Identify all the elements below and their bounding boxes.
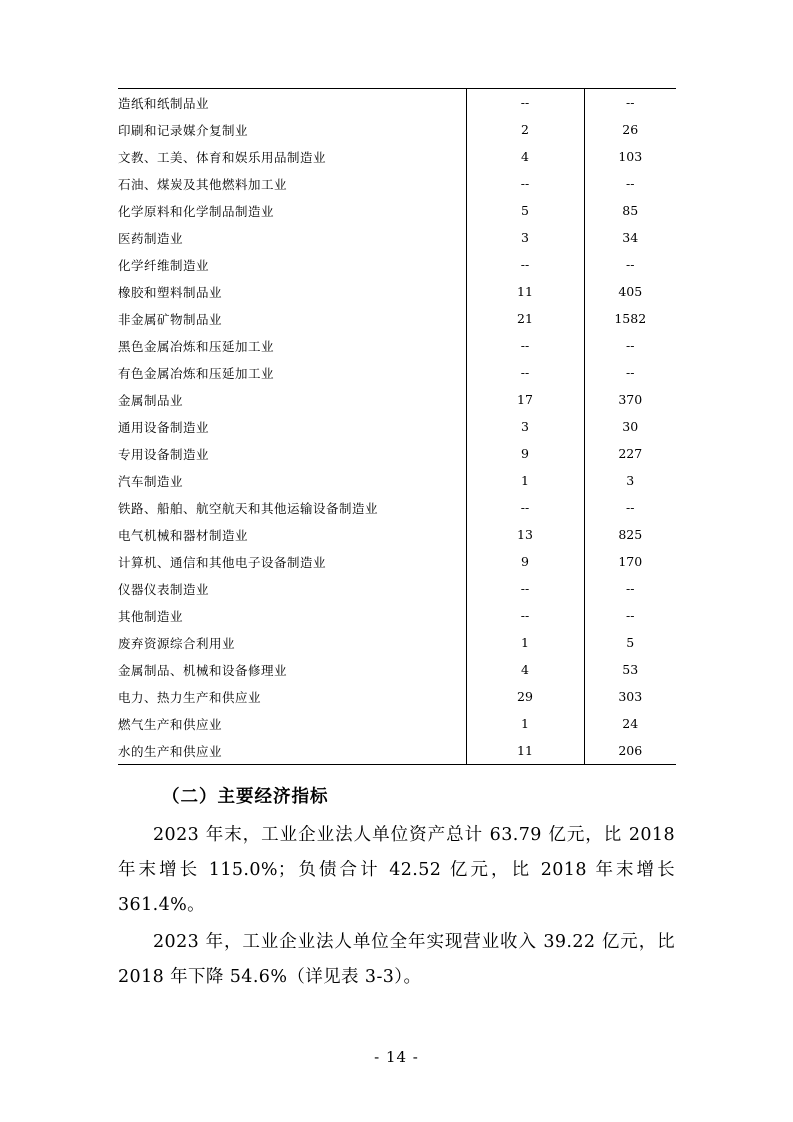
table-row [118, 332, 676, 359]
paragraph-revenue: 2023 年，工业企业法人单位全年实现营业收入 39.22 亿元，比 2018 年下降 54.6%（详见表 3-3）。 [118, 932, 675, 987]
industry-name: 电力、热力生产和供应业 [118, 689, 262, 705]
industry-name: 医药制造业 [118, 230, 184, 246]
industry-name: 有色金属冶炼和压延加工业 [118, 365, 275, 381]
employee-count: 170 [584, 548, 676, 575]
employee-count: 85 [584, 197, 676, 224]
unit-count: 4 [466, 143, 584, 170]
industry-name: 通用设备制造业 [118, 419, 210, 435]
table-row [118, 467, 676, 494]
employee-count: 825 [584, 521, 676, 548]
employee-count: -- [584, 251, 676, 278]
industry-name: 文教、工美、体育和娱乐用品制造业 [118, 149, 327, 165]
table-row [118, 386, 676, 413]
page-number: - 14 - [374, 1048, 419, 1066]
unit-count: 3 [466, 413, 584, 440]
employee-count: -- [584, 602, 676, 629]
industry-name: 水的生产和供应业 [118, 737, 466, 765]
employee-count: 53 [584, 656, 676, 683]
industry-name: 金属制品、机械和设备修理业 [118, 662, 288, 678]
table-row [118, 305, 676, 332]
employee-count: -- [584, 359, 676, 386]
industry-name: 燃气生产和供应业 [118, 716, 223, 732]
industry-name: 废弃资源综合利用业 [118, 635, 236, 651]
unit-count: 11 [466, 278, 584, 305]
industry-name: 造纸和纸制品业 [118, 89, 466, 117]
table-row [118, 575, 676, 602]
industry-name: 专用设备制造业 [118, 446, 210, 462]
table-row [118, 737, 676, 765]
unit-count: 1 [466, 467, 584, 494]
unit-count: 13 [466, 521, 584, 548]
table-row [118, 440, 676, 467]
employee-count: 303 [584, 683, 676, 710]
employee-count: 5 [584, 629, 676, 656]
employee-count: -- [584, 89, 676, 117]
section-heading: （二）主要经济指标 [162, 787, 329, 807]
industry-name: 石油、煤炭及其他燃料加工业 [118, 176, 288, 192]
employee-count: -- [584, 332, 676, 359]
unit-count: -- [466, 332, 584, 359]
table-row [118, 278, 676, 305]
unit-count: -- [466, 89, 584, 117]
unit-count: 21 [466, 305, 584, 332]
unit-count: -- [466, 251, 584, 278]
unit-count: -- [466, 575, 584, 602]
table-row [118, 413, 676, 440]
unit-count: -- [466, 170, 584, 197]
employee-count: 30 [584, 413, 676, 440]
employee-count: -- [584, 170, 676, 197]
unit-count: 4 [466, 656, 584, 683]
unit-count: 17 [466, 386, 584, 413]
industry-name: 印刷和记录媒介复制业 [118, 122, 249, 138]
table-row [118, 359, 676, 386]
unit-count: 1 [466, 629, 584, 656]
employee-count: -- [584, 575, 676, 602]
table-row [118, 494, 676, 521]
employee-count: 26 [584, 116, 676, 143]
unit-count: 3 [466, 224, 584, 251]
employee-count: 103 [584, 143, 676, 170]
unit-count: 5 [466, 197, 584, 224]
table-row [118, 548, 676, 575]
table-row [118, 602, 676, 629]
employee-count: 3 [584, 467, 676, 494]
table-row [118, 656, 676, 683]
industry-name: 计算机、通信和其他电子设备制造业 [118, 554, 327, 570]
employee-count: 1582 [584, 305, 676, 332]
table-row [118, 116, 676, 143]
industry-name: 汽车制造业 [118, 473, 184, 489]
unit-count: 29 [466, 683, 584, 710]
table-row [118, 143, 676, 170]
industry-name: 橡胶和塑料制品业 [118, 284, 223, 300]
unit-count: 1 [466, 710, 584, 737]
unit-count: 9 [466, 548, 584, 575]
employee-count: 370 [584, 386, 676, 413]
employee-count: 206 [584, 737, 676, 765]
industry-name: 仪器仪表制造业 [118, 581, 210, 597]
industry-name: 金属制品业 [118, 392, 184, 408]
unit-count: 9 [466, 440, 584, 467]
unit-count: -- [466, 494, 584, 521]
table-row [118, 197, 676, 224]
table-row [118, 224, 676, 251]
paragraph-assets: 2023 年末，工业企业法人单位资产总计 63.79 亿元，比 2018 年末增长 115.0%；负债合计 42.52 亿元，比 2018 年末增长 361.4%。 [118, 825, 675, 915]
table-row [118, 683, 676, 710]
industry-statistics-table [118, 88, 676, 765]
table-row [118, 521, 676, 548]
unit-count: -- [466, 602, 584, 629]
table-row [118, 629, 676, 656]
unit-count: -- [466, 359, 584, 386]
employee-count: 34 [584, 224, 676, 251]
unit-count: 2 [466, 116, 584, 143]
industry-name: 黑色金属冶炼和压延加工业 [118, 338, 275, 354]
employee-count: -- [584, 494, 676, 521]
employee-count: 24 [584, 710, 676, 737]
table-row [118, 170, 676, 197]
industry-name: 铁路、船舶、航空航天和其他运输设备制造业 [118, 500, 379, 516]
table-body [118, 89, 676, 765]
industry-name: 非金属矿物制品业 [118, 311, 223, 327]
industry-name: 电气机械和器材制造业 [118, 527, 249, 543]
table-row [118, 89, 676, 117]
industry-name: 化学纤维制造业 [118, 257, 210, 273]
industry-name: 化学原料和化学制品制造业 [118, 203, 275, 219]
industry-name: 其他制造业 [118, 608, 184, 624]
table-row [118, 251, 676, 278]
unit-count: 11 [466, 737, 584, 765]
employee-count: 405 [584, 278, 676, 305]
table-row [118, 710, 676, 737]
employee-count: 227 [584, 440, 676, 467]
